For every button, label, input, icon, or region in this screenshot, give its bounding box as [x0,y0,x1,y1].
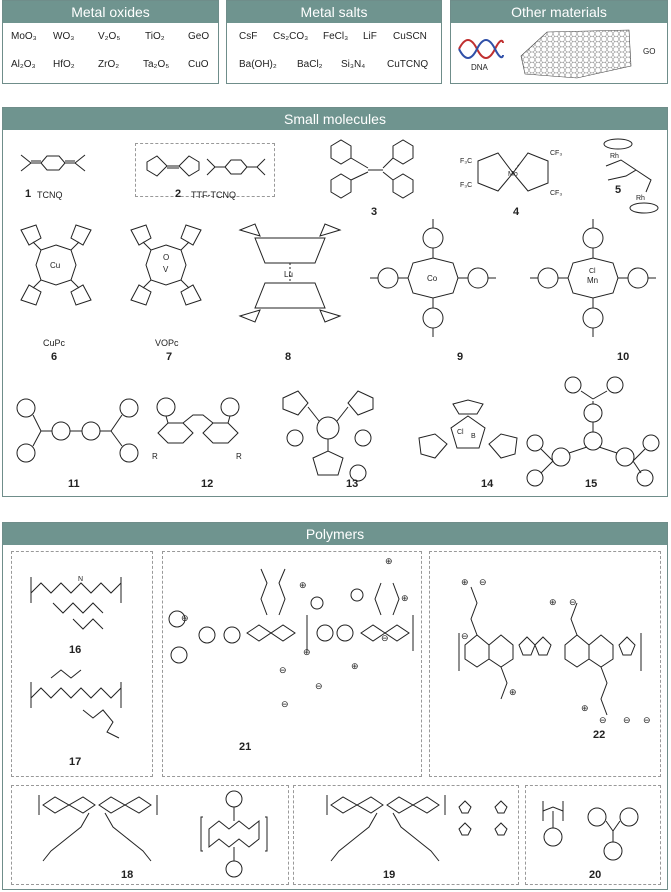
minus-charge: ⊖ [281,699,289,709]
graphene-oxide-sheet-icon [517,26,635,80]
molecule-number: 5 [615,184,622,196]
minus-charge: ⊖ [479,577,487,587]
salt-item: CuTCNQ [387,59,429,70]
metal-salts-panel [226,0,442,84]
svg-text:Co: Co [427,274,438,283]
svg-text:CF₃: CF₃ [550,190,563,197]
tcnq-structure [201,152,271,182]
plus-charge: ⊕ [401,593,409,603]
small-molecules-panel [2,107,668,497]
lutetium-bisphthalocyanine-structure [235,218,345,328]
molecule-name: TCNQ [37,190,63,200]
minus-charge: ⊖ [643,715,651,725]
rhodium-dimer-structure [596,136,666,216]
polymer-number: 20 [589,869,602,881]
molecule-number: 3 [371,206,378,218]
oxide-item: GeO [188,31,210,42]
salt-item: LiF [363,31,377,42]
salt-item: Ba(OH)₂ [239,59,277,70]
svg-text:B: B [471,433,476,440]
tpd-structure [11,393,146,473]
tcnq-structure [13,148,93,178]
svg-text:N: N [78,576,84,583]
oxide-item: Ta₂O₅ [143,59,170,70]
plus-charge: ⊕ [549,597,557,607]
oxide-item: MoO₃ [11,31,37,42]
svg-text:Rh: Rh [610,153,619,160]
svg-text:V: V [163,265,169,274]
small-molecules-title: Small molecules [3,108,667,130]
diphenylanthracene-structure [199,789,269,879]
molecule-number: 1 [25,188,32,200]
minus-charge: ⊖ [381,633,389,643]
salt-item: Si₃N₄ [341,59,366,70]
minus-charge: ⊖ [599,715,607,725]
svg-text:Mo: Mo [508,171,518,178]
molecule-number: 6 [51,351,58,363]
oxide-item: ZrO₂ [98,59,120,70]
vanadyl-phthalocyanine-structure [121,220,211,310]
molecule-number: 14 [481,478,494,490]
polystyrene-triarylamine-structure [537,793,647,873]
plus-charge: ⊕ [461,577,469,587]
polymer-number: 17 [69,756,82,768]
svg-text:Cu: Cu [50,261,61,270]
svg-text:CF₃: CF₃ [550,150,563,157]
ttf-structure [143,152,203,182]
svg-text:F₃C: F₃C [460,158,473,165]
oxide-item: V₂O₅ [98,31,121,42]
plus-charge: ⊕ [181,613,189,623]
svg-text:Rh: Rh [636,195,645,202]
molecule-number: 7 [166,351,173,363]
dna-helix-icon [459,37,503,61]
phenanthroline-structure [148,393,248,473]
molecule-number: 10 [617,351,630,363]
molybdenum-dithiolene-structure [458,143,568,203]
mtdata-structure [523,373,658,493]
svg-text:O: O [163,253,170,262]
polyfluorene-structure [33,791,163,871]
metal-salts-title: Metal salts [227,1,441,23]
salt-item: CuSCN [393,31,427,42]
metal-oxides-title: Metal oxides [3,1,218,23]
polyfluorene-structure [321,791,451,871]
manganese-porphyrin-structure [528,213,658,343]
minus-charge: ⊖ [315,681,323,691]
tungsten-paddlewheel-structure [323,140,433,200]
plus-charge: ⊕ [385,556,393,566]
svg-text:Cl: Cl [589,268,596,275]
dna-label: DNA [471,63,488,72]
salt-item: FeCl₃ [323,31,349,42]
oxide-item: CuO [188,59,209,70]
molecule-number: 12 [201,478,214,490]
molecule-number: 11 [68,478,80,490]
metal-oxides-panel [2,0,219,84]
ferrocene-cluster-icon [455,799,511,839]
molecule-number: 13 [346,478,359,490]
svg-text:R: R [236,452,242,461]
minus-charge: ⊖ [461,631,469,641]
molecule-name: CuPc [43,338,66,348]
plus-charge: ⊕ [581,703,589,713]
oxide-item: HfO₂ [53,59,75,70]
molecule-number: 15 [585,478,598,490]
molecule-number: 4 [513,206,520,218]
polyethylenimine-structure [23,563,143,643]
svg-text:Lu: Lu [284,270,293,279]
ethoxylated-polyethylenimine-structure [23,668,143,748]
plus-charge: ⊕ [303,647,311,657]
plus-charge: ⊕ [509,687,517,697]
minus-charge: ⊖ [623,715,631,725]
svg-text:R: R [152,452,158,461]
oxide-item: Al₂O₃ [11,59,36,70]
molecule-number: 9 [457,351,464,363]
cobalt-porphyrin-structure [368,213,498,343]
oxide-item: TiO₂ [145,31,165,42]
polymer-number: 18 [121,869,134,881]
polymer-number: 22 [593,729,606,741]
polymer-number: 19 [383,869,396,881]
svg-text:Cl: Cl [457,429,464,436]
salt-item: Cs₂CO₃ [273,31,309,42]
molecule-name: VOPc [155,338,179,348]
polymer-number: 21 [239,741,252,753]
molecule-number: 8 [285,351,292,363]
oxide-item: WO₃ [53,31,75,42]
molecule-number: 2 [175,188,182,200]
polymer-number: 16 [69,644,82,656]
tpbi-structure [273,383,383,493]
salt-item: CsF [239,31,258,42]
polymers-title: Polymers [3,523,667,545]
plus-charge: ⊕ [299,580,307,590]
svg-text:F₃C: F₃C [460,182,473,189]
svg-text:Mn: Mn [587,276,599,285]
plus-charge: ⊕ [351,661,359,671]
subphthalocyanine-structure [413,398,523,478]
cationic-polyfluorene-structure [167,555,417,755]
minus-charge: ⊖ [569,597,577,607]
minus-charge: ⊖ [279,665,287,675]
other-materials-panel [450,0,668,84]
salt-item: BaCl₂ [297,59,323,70]
copper-phthalocyanine-structure [11,220,101,310]
other-materials-title: Other materials [451,1,667,23]
molecule-name: TTF-TCNQ [191,190,236,200]
go-label: GO [643,47,656,56]
polymers-panel [2,522,668,890]
